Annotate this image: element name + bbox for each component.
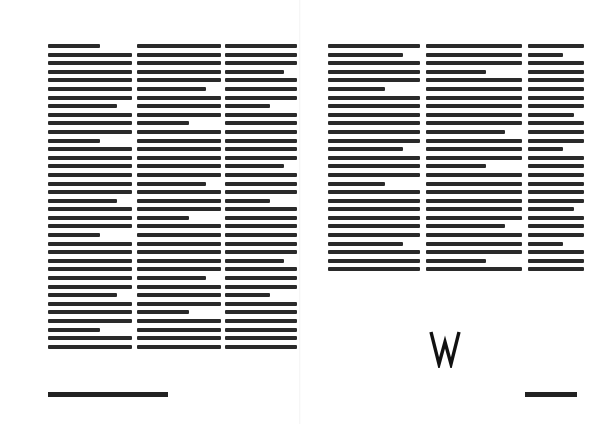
text-line — [225, 164, 284, 168]
text-line — [328, 267, 420, 271]
text-line — [48, 164, 132, 168]
text-line — [137, 156, 221, 160]
text-line — [137, 44, 221, 48]
text-line — [48, 53, 132, 57]
text-line — [137, 233, 221, 237]
text-line — [48, 70, 132, 74]
text-line — [528, 190, 584, 194]
text-line — [137, 147, 221, 151]
text-line — [48, 130, 132, 134]
left-page-column-3 — [225, 44, 297, 364]
text-line — [426, 156, 522, 160]
text-line — [137, 96, 221, 100]
text-line — [48, 44, 100, 48]
text-line — [137, 53, 221, 57]
text-line — [426, 267, 522, 271]
text-line — [48, 113, 132, 117]
text-line — [48, 345, 132, 349]
text-line — [225, 156, 297, 160]
text-line — [225, 259, 284, 263]
text-line — [225, 70, 284, 74]
text-line — [137, 259, 221, 263]
text-line — [328, 139, 420, 143]
text-line — [225, 147, 297, 151]
text-line — [528, 121, 584, 125]
text-line — [137, 207, 221, 211]
text-line — [48, 156, 132, 160]
text-line — [225, 319, 297, 323]
text-line — [328, 207, 420, 211]
text-line — [48, 276, 132, 280]
text-line — [137, 87, 206, 91]
text-line — [528, 164, 584, 168]
text-line — [48, 302, 132, 306]
text-line — [426, 53, 522, 57]
text-line — [426, 182, 522, 186]
logo-letter-mark — [425, 328, 465, 368]
text-line — [528, 104, 584, 108]
text-line — [328, 130, 420, 134]
text-line — [225, 130, 297, 134]
text-line — [528, 53, 563, 57]
text-line — [137, 267, 221, 271]
text-line — [426, 121, 522, 125]
text-line — [225, 336, 297, 340]
text-line — [225, 173, 297, 177]
text-line — [48, 147, 132, 151]
text-line — [48, 61, 132, 65]
text-line — [137, 113, 221, 117]
text-line — [426, 190, 522, 194]
text-line — [426, 250, 522, 254]
text-line — [225, 207, 297, 211]
text-line — [328, 233, 420, 237]
text-line — [225, 78, 297, 82]
left-page-column-1 — [48, 44, 132, 364]
text-line — [328, 173, 420, 177]
text-line — [328, 78, 420, 82]
text-line — [328, 96, 420, 100]
text-line — [528, 233, 584, 237]
text-line — [225, 113, 297, 117]
text-line — [137, 70, 221, 74]
text-line — [137, 345, 221, 349]
text-line — [48, 216, 132, 220]
text-line — [328, 121, 420, 125]
text-line — [426, 199, 522, 203]
text-line — [528, 173, 584, 177]
text-line — [137, 250, 221, 254]
text-line — [426, 147, 522, 151]
text-line — [225, 267, 297, 271]
text-line — [328, 53, 403, 57]
text-line — [328, 164, 420, 168]
text-line — [328, 44, 420, 48]
text-line — [528, 224, 584, 228]
text-line — [225, 293, 270, 297]
text-line — [225, 139, 297, 143]
text-line — [426, 233, 522, 237]
right-page-column-3 — [528, 44, 584, 284]
text-line — [48, 182, 132, 186]
text-line — [426, 113, 522, 117]
text-line — [137, 224, 221, 228]
text-line — [137, 242, 221, 246]
text-line — [328, 156, 420, 160]
text-line — [225, 250, 297, 254]
text-line — [137, 310, 189, 314]
text-line — [137, 199, 221, 203]
text-line — [426, 259, 486, 263]
text-line — [426, 104, 522, 108]
text-line — [48, 328, 100, 332]
text-line — [225, 104, 270, 108]
text-line — [426, 44, 522, 48]
text-line — [225, 310, 297, 314]
left-page-footer — [48, 392, 168, 397]
text-line — [137, 182, 206, 186]
text-line — [328, 190, 420, 194]
text-line — [225, 345, 297, 349]
text-line — [48, 267, 132, 271]
text-line — [48, 259, 132, 263]
text-line — [225, 199, 270, 203]
text-line — [426, 96, 522, 100]
right-page-footer — [525, 392, 577, 397]
text-line — [137, 61, 221, 65]
text-line — [328, 61, 420, 65]
text-line — [528, 130, 584, 134]
text-line — [328, 104, 420, 108]
text-line — [328, 259, 420, 263]
text-line — [528, 61, 584, 65]
text-line — [225, 285, 297, 289]
text-line — [528, 87, 584, 91]
text-line — [328, 87, 385, 91]
text-line — [426, 207, 522, 211]
text-line — [528, 267, 584, 271]
text-line — [328, 216, 420, 220]
text-line — [225, 224, 297, 228]
text-line — [528, 156, 584, 160]
text-line — [528, 250, 584, 254]
text-line — [137, 302, 221, 306]
text-line — [137, 285, 221, 289]
text-line — [48, 293, 117, 297]
text-line — [426, 164, 486, 168]
text-line — [48, 199, 117, 203]
text-line — [225, 121, 297, 125]
text-line — [426, 78, 522, 82]
text-line — [48, 96, 132, 100]
text-line — [225, 61, 297, 65]
text-line — [137, 276, 206, 280]
text-line — [328, 242, 403, 246]
text-line — [225, 242, 297, 246]
text-line — [528, 199, 584, 203]
text-line — [528, 242, 563, 246]
text-line — [225, 233, 297, 237]
text-line — [137, 336, 221, 340]
text-line — [137, 121, 189, 125]
text-line — [137, 328, 221, 332]
text-line — [528, 216, 584, 220]
text-line — [528, 96, 584, 100]
text-line — [48, 285, 132, 289]
text-line — [528, 78, 584, 82]
right-page-column-1 — [328, 44, 420, 284]
text-line — [137, 104, 221, 108]
text-line — [426, 61, 522, 65]
text-line — [225, 44, 297, 48]
text-line — [426, 173, 522, 177]
text-line — [426, 130, 505, 134]
text-line — [48, 104, 117, 108]
text-line — [48, 173, 132, 177]
left-page-column-2 — [137, 44, 221, 364]
text-line — [137, 319, 221, 323]
text-line — [528, 259, 584, 263]
text-line — [528, 139, 584, 143]
text-line — [426, 70, 486, 74]
right-page — [300, 0, 600, 424]
text-line — [137, 164, 221, 168]
text-line — [225, 276, 297, 280]
right-page-column-2 — [426, 44, 522, 284]
text-line — [137, 293, 221, 297]
text-line — [426, 216, 522, 220]
text-line — [225, 53, 297, 57]
text-line — [48, 310, 132, 314]
text-line — [528, 70, 584, 74]
text-line — [225, 302, 297, 306]
text-line — [137, 78, 221, 82]
text-line — [328, 199, 420, 203]
text-line — [328, 250, 420, 254]
text-line — [137, 216, 189, 220]
text-line — [48, 207, 132, 211]
text-line — [528, 147, 563, 151]
text-line — [328, 182, 385, 186]
text-line — [225, 96, 297, 100]
text-line — [137, 130, 221, 134]
text-line — [225, 190, 297, 194]
text-line — [426, 242, 522, 246]
text-line — [328, 70, 420, 74]
text-line — [48, 224, 132, 228]
text-line — [426, 224, 505, 228]
text-line — [528, 207, 574, 211]
text-line — [48, 233, 100, 237]
text-line — [48, 319, 132, 323]
text-line — [225, 87, 297, 91]
text-line — [48, 190, 132, 194]
text-line — [426, 87, 522, 91]
text-line — [48, 250, 132, 254]
text-line — [528, 44, 584, 48]
text-line — [225, 182, 297, 186]
text-line — [48, 78, 132, 82]
text-line — [328, 147, 403, 151]
text-line — [48, 87, 132, 91]
text-line — [528, 113, 574, 117]
text-line — [48, 336, 132, 340]
text-line — [48, 139, 100, 143]
text-line — [137, 139, 221, 143]
text-line — [137, 173, 221, 177]
text-line — [48, 242, 132, 246]
text-line — [225, 328, 297, 332]
text-line — [528, 182, 584, 186]
text-line — [225, 216, 297, 220]
text-line — [328, 224, 420, 228]
text-line — [137, 190, 221, 194]
text-line — [48, 121, 132, 125]
text-line — [328, 113, 420, 117]
text-line — [426, 139, 522, 143]
